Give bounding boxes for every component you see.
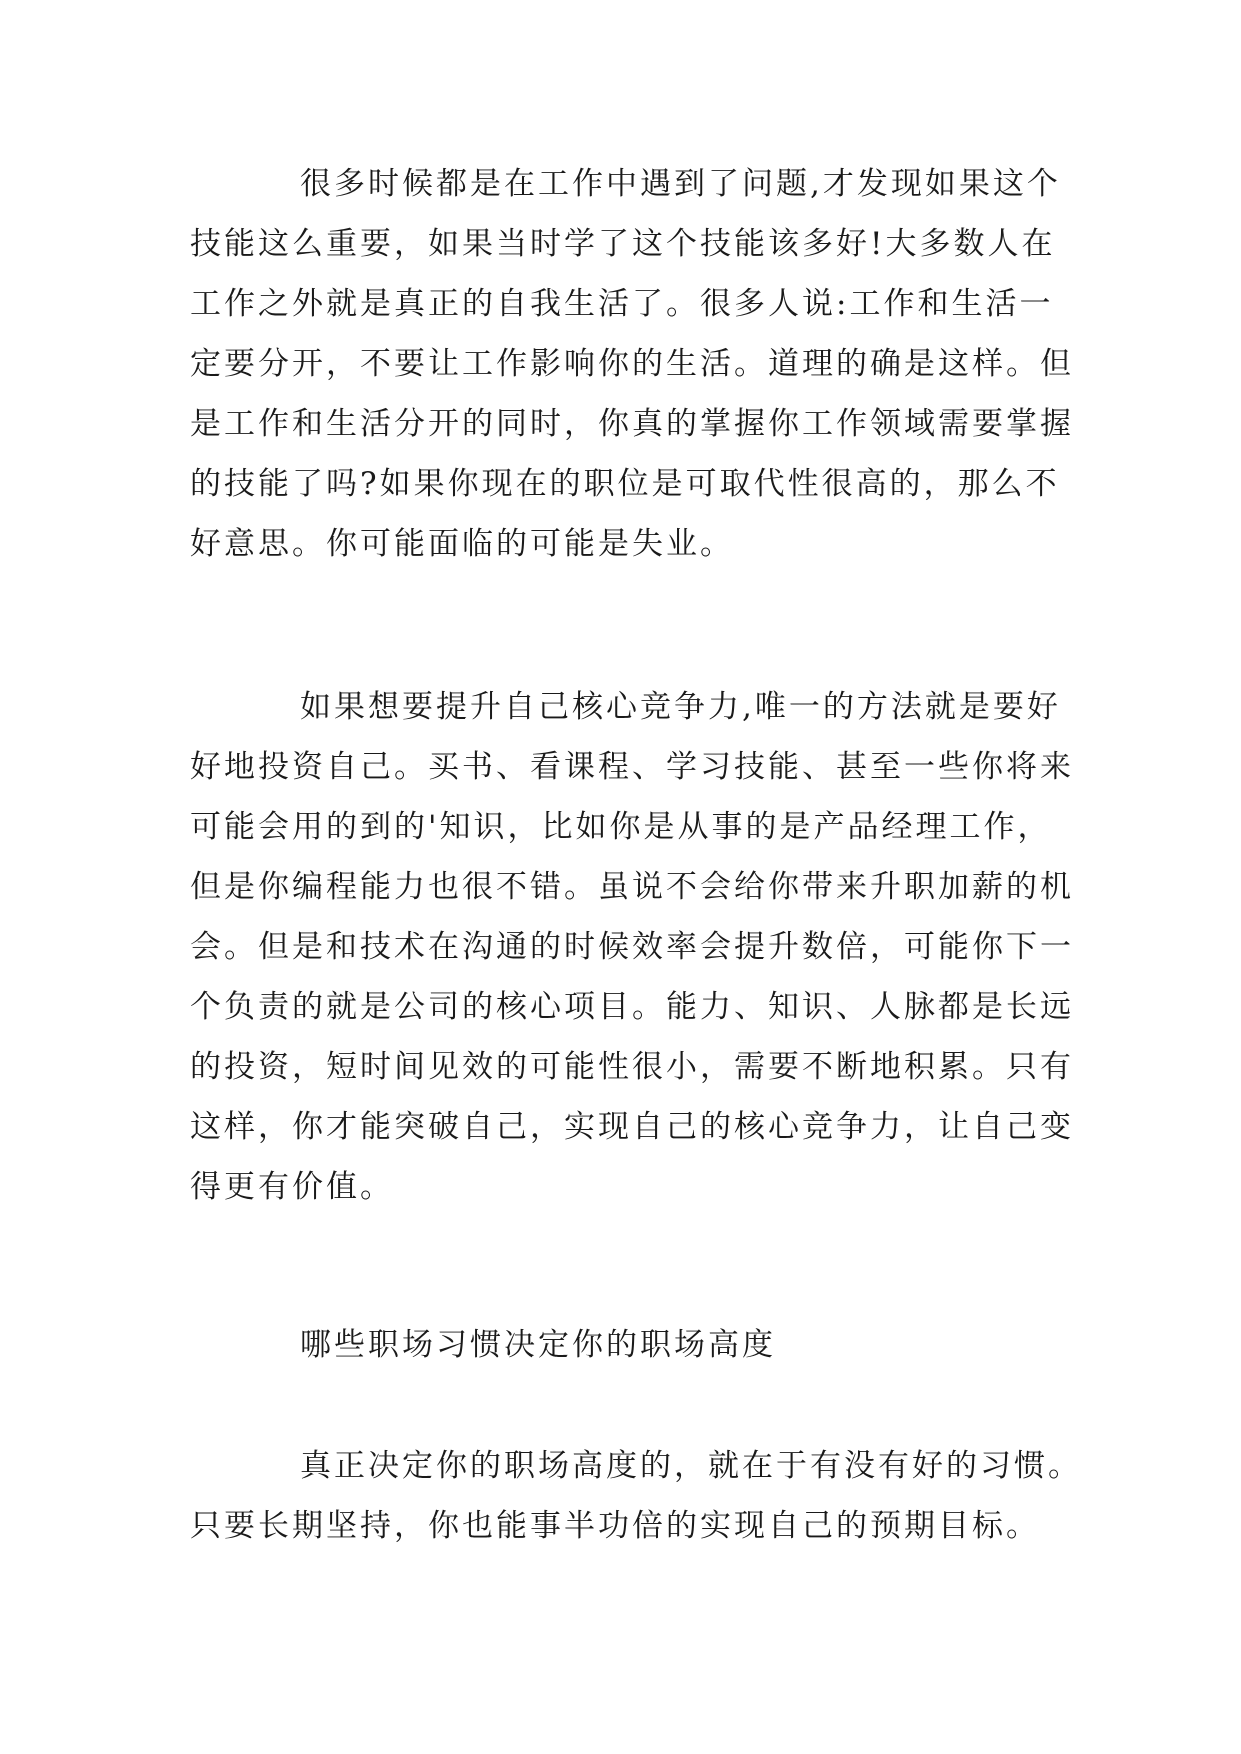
paragraph-line: 的技能了吗?如果你现在的职位是可取代性很高的，那么不 <box>190 466 1060 502</box>
paragraph-line: 是工作和生活分开的同时，你真的掌握你工作领域需要掌握 <box>190 406 1074 442</box>
paragraph-line: 好意思。你可能面临的可能是失业。 <box>190 526 734 562</box>
paragraph-line: 个负责的就是公司的核心项目。能力、知识、人脉都是长远 <box>190 989 1074 1025</box>
paragraph-line: 真正决定你的职场高度的，就在于有没有好的习惯。 <box>300 1448 1082 1484</box>
paragraph-line: 定要分开，不要让工作影响你的生活。道理的确是这样。但 <box>190 346 1074 382</box>
paragraph-line: 的投资，短时间见效的可能性很小，需要不断地积累。只有 <box>190 1049 1074 1085</box>
paragraph-line: 工作之外就是真正的自我生活了。很多人说:工作和生活一 <box>190 286 1054 322</box>
paragraph-line: 可能会用的到的'知识，比如你是从事的是产品经理工作， <box>190 809 1052 845</box>
paragraph-line: 但是你编程能力也很不错。虽说不会给你带来升职加薪的机 <box>190 869 1074 905</box>
paragraph-line: 这样，你才能突破自己，实现自己的核心竞争力，让自己变 <box>190 1109 1074 1145</box>
section-heading <box>190 1315 1052 1375</box>
paragraph-skills <box>190 154 1074 574</box>
paragraph-line: 技能这么重要，如果当时学了这个技能该多好!大多数人在 <box>190 226 1056 262</box>
paragraph-invest <box>190 677 1074 1217</box>
paragraph-line: 好地投资自己。买书、看课程、学习技能、甚至一些你将来 <box>190 749 1074 785</box>
heading-text: 哪些职场习惯决定你的职场高度 <box>300 1327 776 1363</box>
paragraph-line: 得更有价值。 <box>190 1169 394 1205</box>
paragraph-line: 会。但是和技术在沟通的时候效率会提升数倍，可能你下一 <box>190 929 1074 965</box>
paragraph-line: 如果想要提升自己核心竞争力,唯一的方法就是要好 <box>300 689 1061 725</box>
paragraph-line: 很多时候都是在工作中遇到了问题,才发现如果这个 <box>300 166 1061 202</box>
paragraph-line: 只要长期坚持，你也能事半功倍的实现自己的预期目标。 <box>190 1508 1040 1544</box>
paragraph-habits <box>190 1436 1082 1556</box>
